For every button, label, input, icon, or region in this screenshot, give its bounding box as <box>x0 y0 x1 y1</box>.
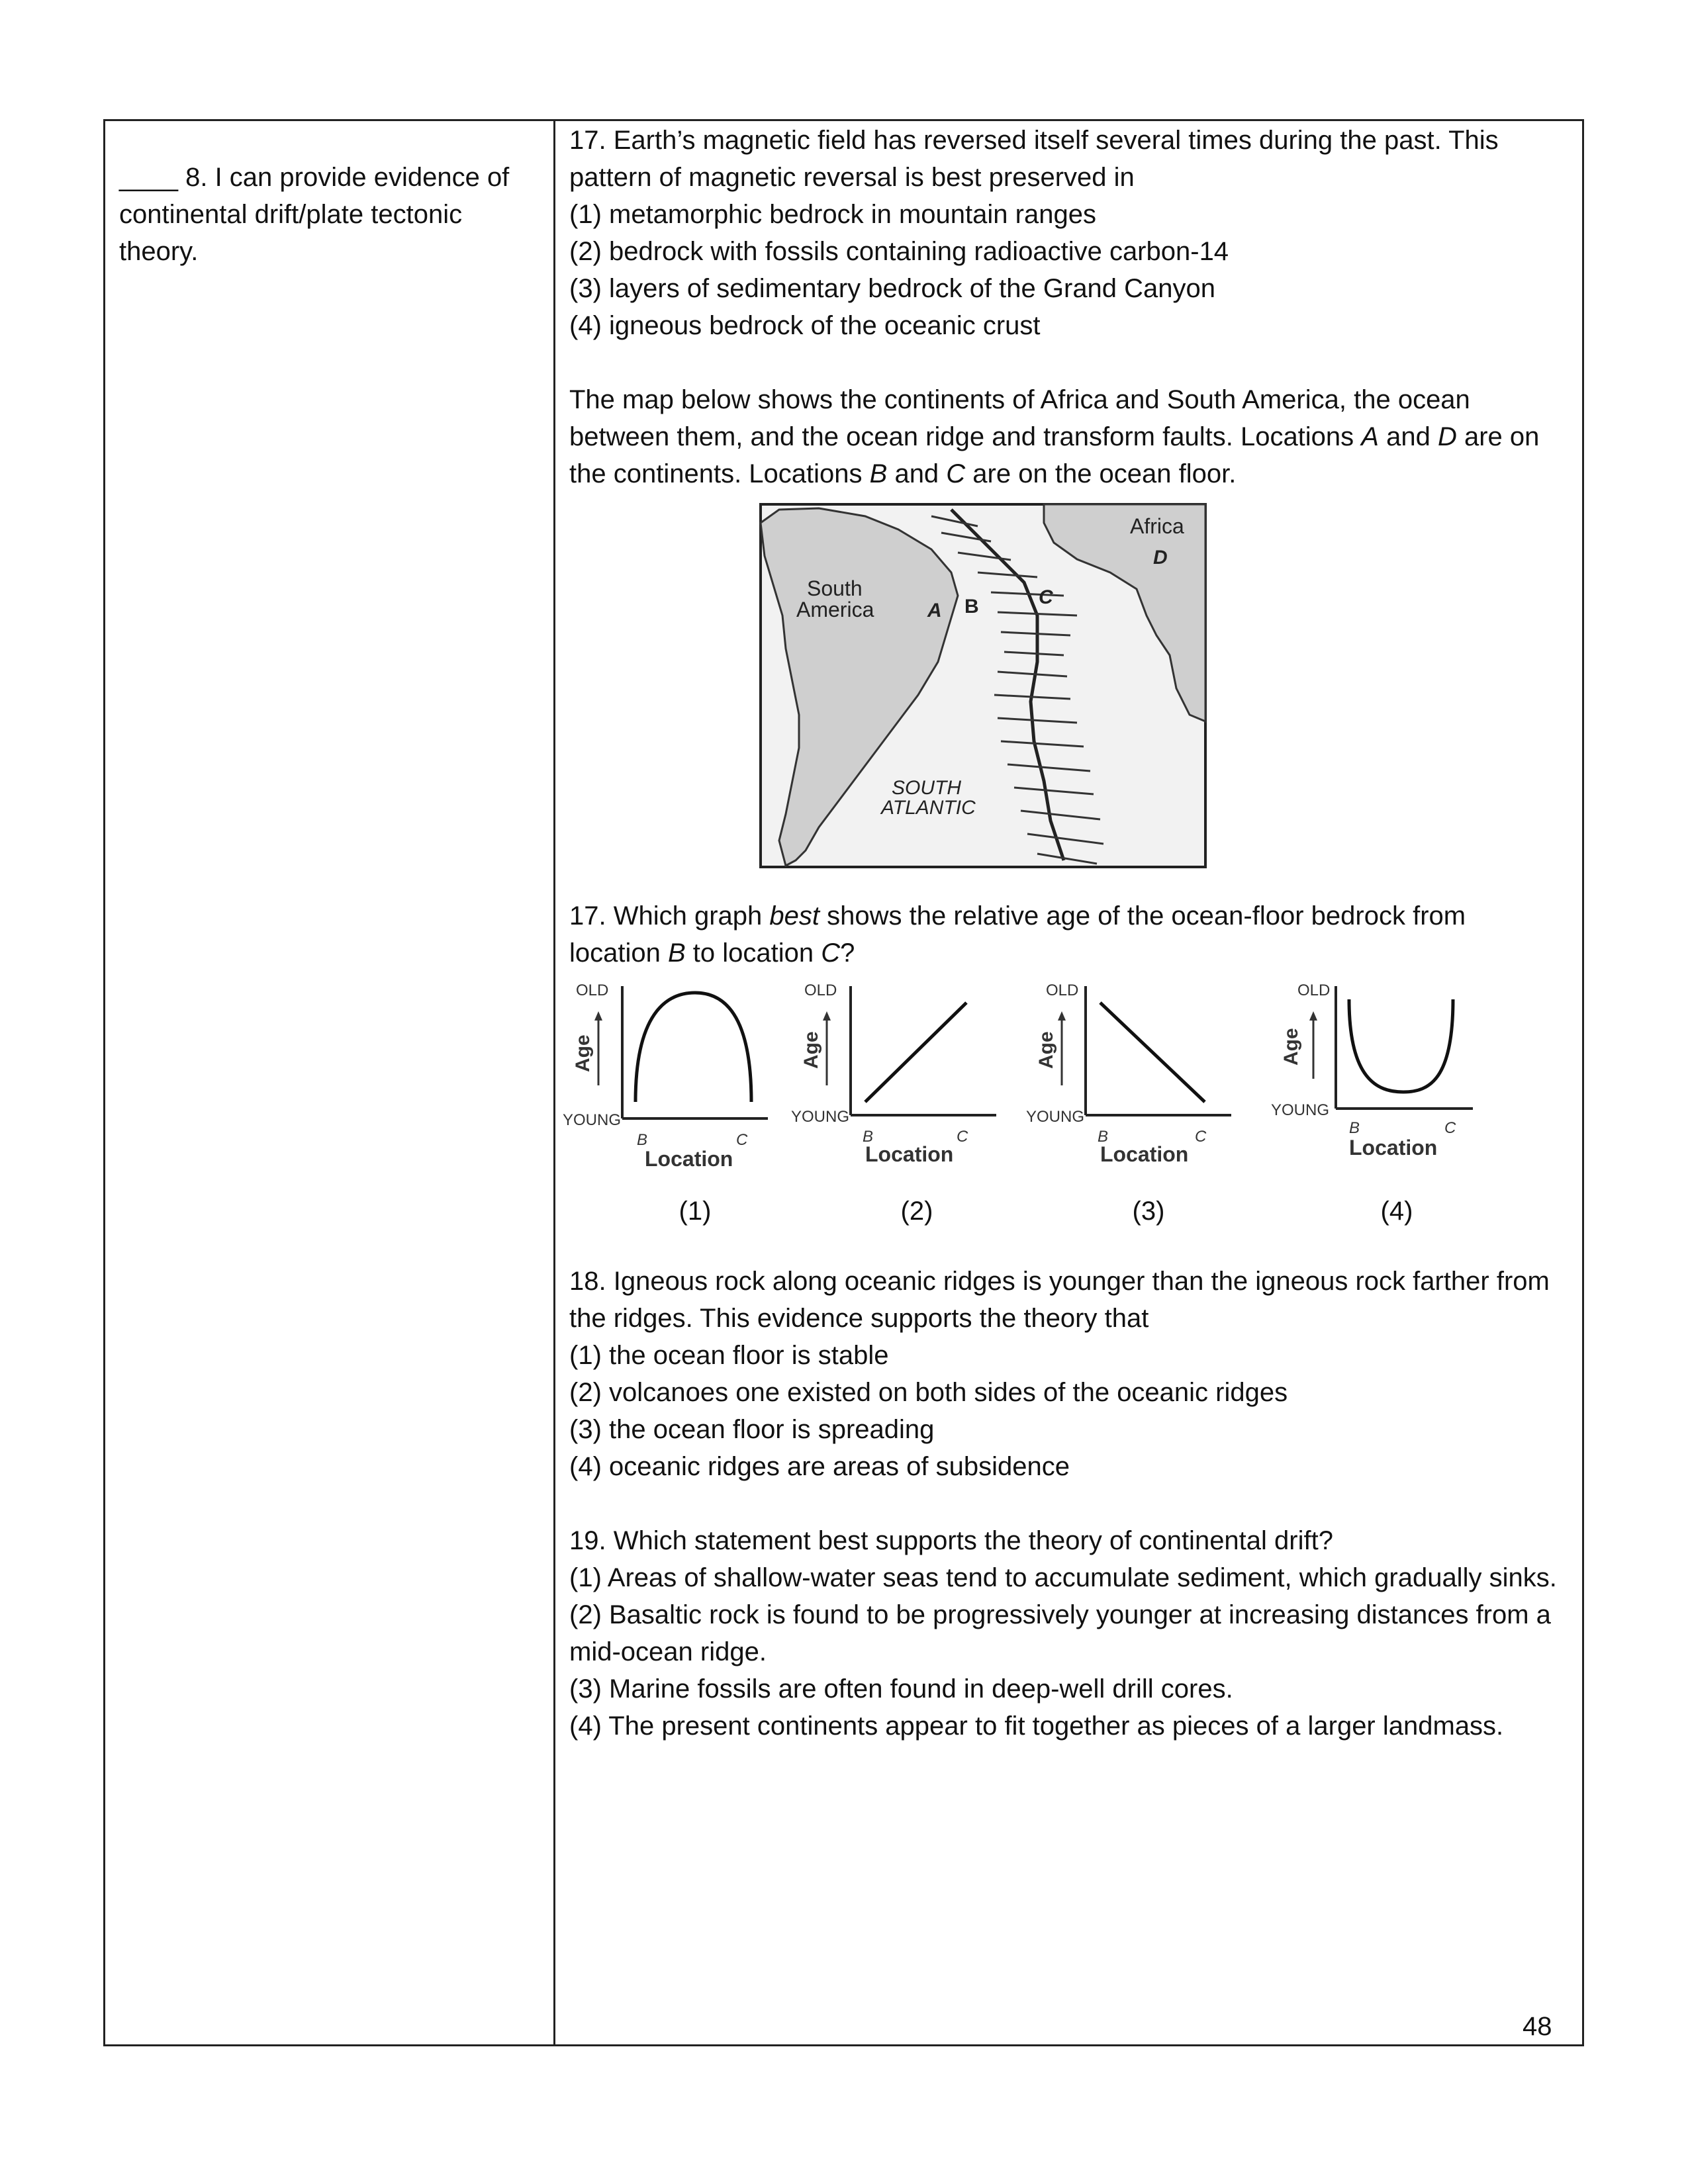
svg-text:C: C <box>736 1131 748 1149</box>
graph-4-label: (4) <box>1380 1197 1413 1226</box>
page-number: 48 <box>1523 2012 1552 2041</box>
map-label-africa: Africa <box>1130 514 1184 538</box>
svg-text:YOUNG: YOUNG <box>563 1111 622 1129</box>
svg-text:Location: Location <box>1349 1136 1438 1160</box>
q17a-choice-4: (4) igneous bedrock of the oceanic crust <box>569 311 1041 340</box>
svg-text:C: C <box>1444 1119 1456 1137</box>
graph-3-label: (3) <box>1132 1197 1165 1226</box>
svg-text:OLD: OLD <box>1297 981 1331 999</box>
target-blank[interactable]: ____ <box>119 163 178 192</box>
map-intro: The map below shows the continents of Africa and South America, the ocean between them, and the ocean ridge and transform faults. Locations A and D are on the continents. Locations B and C are on the ocean floor. <box>569 385 1540 488</box>
q18-choice-1: (1) the ocean floor is stable <box>569 1341 889 1370</box>
graph-2-label: (2) <box>900 1197 933 1226</box>
svg-text:Location: Location <box>1100 1142 1189 1166</box>
graph-3 <box>1026 979 1244 1198</box>
q17a-choice-3: (3) layers of sedimentary bedrock of the Grand Canyon <box>569 274 1216 303</box>
svg-text:OLD: OLD <box>804 981 837 999</box>
graph-1-label: (1) <box>679 1197 712 1226</box>
answer-graphs <box>563 979 1476 1257</box>
q19-choice-3: (3) Marine fossils are often found in deep-well drill cores. <box>569 1674 1233 1704</box>
q18-choice-2: (2) volcanoes one existed on both sides of the oceanic ridges <box>569 1378 1288 1407</box>
map-label-a: A <box>927 600 942 621</box>
q18-choice-3: (3) the ocean floor is spreading <box>569 1415 935 1444</box>
svg-text:C: C <box>1195 1128 1207 1146</box>
svg-text:YOUNG: YOUNG <box>1026 1108 1085 1126</box>
column-divider <box>553 119 555 2046</box>
svg-text:OLD: OLD <box>576 981 609 999</box>
q18-q19-block <box>569 1263 1562 1745</box>
q18-stem: 18. Igneous rock along oceanic ridges is younger than the igneous rock farther from the ridges. This evidence supports the theory that <box>569 1267 1550 1333</box>
svg-text:YOUNG: YOUNG <box>791 1108 850 1126</box>
map-label-south-ocean: SOUTH <box>892 777 961 799</box>
svg-text:B: B <box>1349 1119 1360 1137</box>
graph-4 <box>1271 979 1489 1198</box>
q19-choice-1: (1) Areas of shallow-water seas tend to accumulate sediment, which gradually sinks. <box>569 1563 1557 1592</box>
svg-text:Location: Location <box>865 1142 954 1166</box>
map-label-america: America <box>796 598 874 621</box>
q19-stem: 19. Which statement best supports the theory of continental drift? <box>569 1526 1333 1555</box>
q19-choice-2: (2) Basaltic rock is found to be progressively younger at increasing distances from a mid-ocean ridge. <box>569 1600 1551 1666</box>
svg-text:Age: Age <box>572 1034 594 1072</box>
map-label-c: C <box>1039 586 1053 608</box>
q17a-choice-2: (2) bedrock with fossils containing radioactive carbon-14 <box>569 237 1229 266</box>
svg-text:Location: Location <box>645 1147 733 1171</box>
svg-text:OLD: OLD <box>1046 981 1079 999</box>
q17b-stem: 17. Which graph best shows the relative age of the ocean-floor bedrock from location B to location C? <box>569 901 1466 968</box>
learning-target <box>119 159 543 270</box>
q18-choice-4: (4) oceanic ridges are areas of subsidence <box>569 1452 1070 1481</box>
graph-1 <box>563 979 781 1198</box>
map-label-b: B <box>964 596 979 617</box>
graph-2 <box>791 979 1009 1198</box>
q17a-stem: 17. Earth’s magnetic field has reversed itself several times during the past. This pattern of magnetic reversal is best preserved in <box>569 126 1499 192</box>
atlantic-map <box>759 503 1207 868</box>
svg-text:B: B <box>863 1128 874 1146</box>
map-label-atlantic: ATLANTIC <box>881 797 976 819</box>
svg-text:Age: Age <box>1035 1031 1057 1069</box>
target-text: 8. I can provide evidence of continental drift/plate tectonic theory. <box>119 163 510 266</box>
q17a-choice-1: (1) metamorphic bedrock in mountain ranges <box>569 200 1096 229</box>
svg-text:Age: Age <box>1280 1028 1302 1066</box>
svg-text:B: B <box>1098 1128 1109 1146</box>
svg-text:C: C <box>957 1128 968 1146</box>
q17b-block <box>569 897 1562 972</box>
q19-choice-4: (4) The present continents appear to fit together as pieces of a larger landmass. <box>569 1711 1504 1741</box>
svg-text:YOUNG: YOUNG <box>1271 1101 1330 1119</box>
questions-column <box>569 122 1562 492</box>
svg-text:Age: Age <box>800 1031 822 1069</box>
map-label-d: D <box>1153 547 1168 569</box>
svg-text:B: B <box>637 1131 648 1149</box>
map-label-south: South <box>807 576 863 600</box>
